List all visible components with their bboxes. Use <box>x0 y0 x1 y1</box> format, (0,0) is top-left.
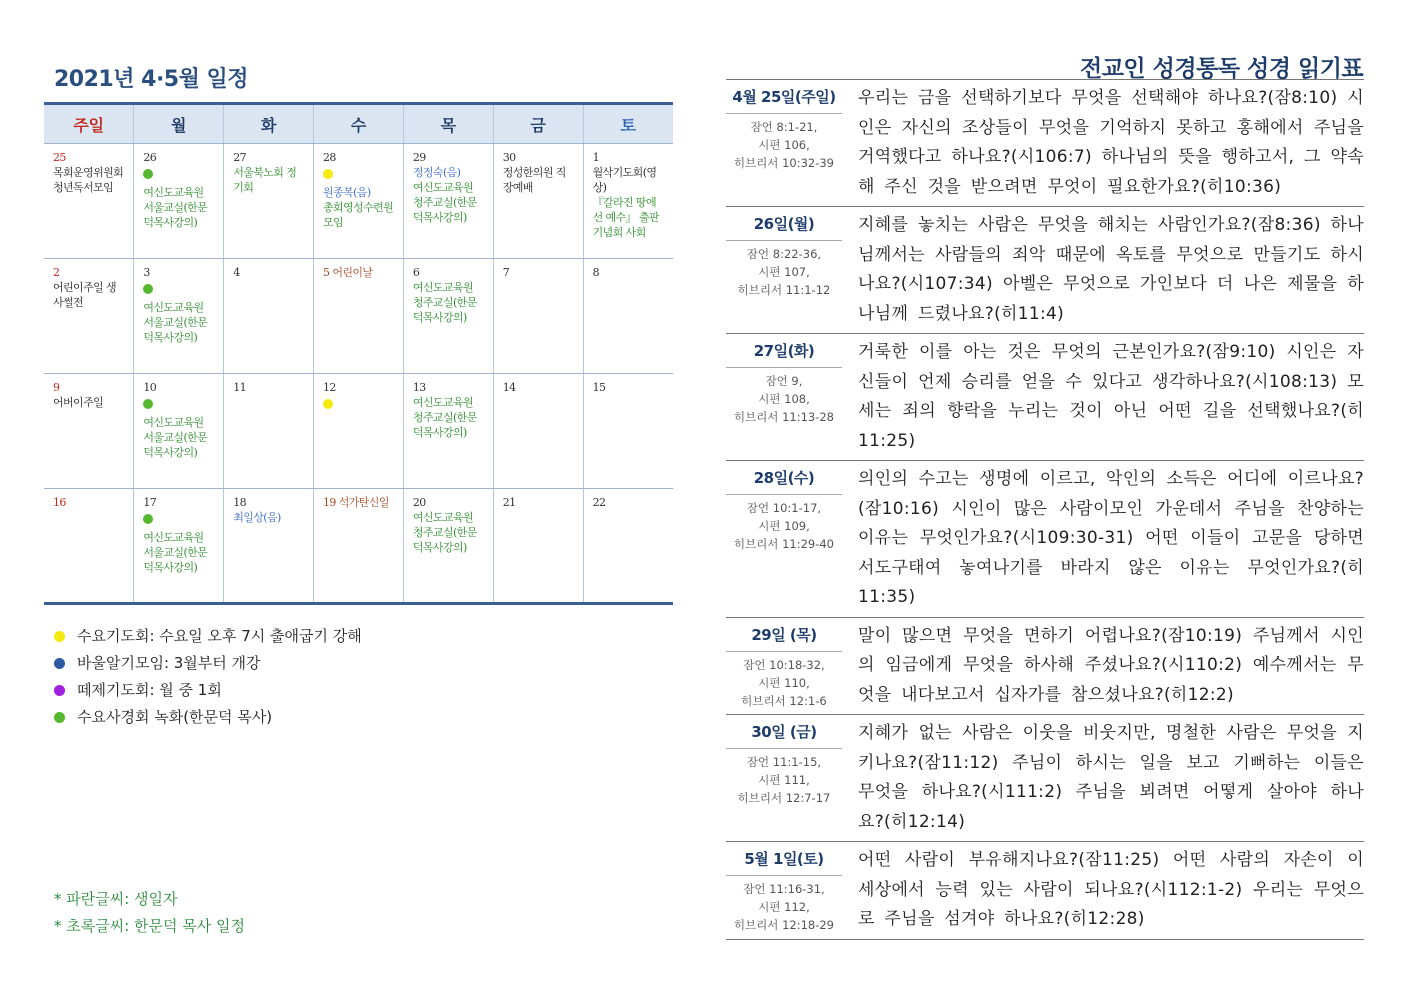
reading-refs <box>726 652 842 710</box>
reading-row <box>726 207 1364 334</box>
calendar-day-cell <box>224 489 314 604</box>
calendar-week-row <box>44 489 673 604</box>
calendar-day-cell <box>44 144 134 259</box>
calendar-day-cell <box>44 374 134 489</box>
legend-dot-icon <box>54 631 65 642</box>
day-note: 여신도교육원 청주교실(한문덕목사강의) <box>412 511 477 554</box>
calendar-day-cell <box>583 489 673 604</box>
calendar-day-cell <box>493 259 583 374</box>
calendar-day-cell <box>134 489 224 604</box>
reading-ref: 잠언 8:22-36, <box>746 247 822 261</box>
day-number: 29 <box>412 151 426 164</box>
calendar-day-cell <box>403 259 493 374</box>
reading-day: 28일(수) <box>726 461 842 495</box>
calendar-day-cell <box>314 489 404 604</box>
calendar-week-row <box>44 374 673 489</box>
day-note: 정성한의원 직장예배 <box>502 166 566 194</box>
day-note: 목회운영위원회 청년독서모임 <box>53 166 124 194</box>
calendar-day-cell <box>224 144 314 259</box>
header-wed: 수 <box>314 104 404 144</box>
day-number: 27 <box>233 151 246 164</box>
day-number: 22 <box>592 496 606 509</box>
day-number: 17 <box>143 496 157 509</box>
reading-row <box>726 842 1364 940</box>
reading-date-cell <box>726 715 844 841</box>
day-number: 21 <box>502 496 516 509</box>
day-number: 1 <box>592 151 599 164</box>
legend-item <box>54 704 362 731</box>
calendar-day-cell <box>583 374 673 489</box>
calendar-day-cell <box>403 374 493 489</box>
day-note: 서울북노회 정기회 <box>233 166 297 194</box>
header-sun: 주일 <box>44 104 134 144</box>
reading-row <box>726 80 1364 207</box>
reading-day: 27일(화) <box>726 334 842 368</box>
header-mon: 월 <box>134 104 224 144</box>
reading-date-cell <box>726 461 844 617</box>
day-number: 20 <box>412 496 426 509</box>
reading-refs <box>726 114 842 172</box>
reading-row <box>726 461 1364 618</box>
green-dot-icon <box>143 399 153 409</box>
reading-ref: 시편 111, <box>758 773 810 787</box>
legend-dot-icon <box>54 685 65 696</box>
day-note: 여신도교육원 서울교실(한문덕목사강의) <box>143 416 208 459</box>
header-tue: 화 <box>224 104 314 144</box>
calendar-day-cell <box>493 489 583 604</box>
reading-ref: 시편 108, <box>758 392 810 406</box>
reading-questions: 어떤 사람이 부유해지나요?(잠11:25) 어떤 사람의 자손이 이 세상에서 능력 있는 사람이 되나요?(시112:1-2) 우리는 무엇으로 주님을 섬겨야 하나요?(히12:28) <box>858 850 1364 929</box>
reading-row <box>726 618 1364 716</box>
reading-date-cell <box>726 618 844 715</box>
reading-refs <box>726 368 842 426</box>
day-note: 여신도교육원 서울교실(한문덕목사강의) <box>143 186 208 229</box>
day-number: 10 <box>143 381 157 394</box>
reading-ref: 히브리서 11:13-28 <box>733 410 834 424</box>
calendar-day-cell <box>493 144 583 259</box>
reading-day: 29일 (목) <box>726 618 842 652</box>
reading-ref: 잠언 11:16-31, <box>743 882 825 896</box>
header-fri: 금 <box>493 104 583 144</box>
header-thu: 목 <box>403 104 493 144</box>
calendar-day-cell <box>44 259 134 374</box>
day-note: 총회영성수련원모임 <box>323 201 394 229</box>
green-dot-icon <box>143 514 153 524</box>
reading-day: 5월 1일(토) <box>726 842 842 876</box>
day-note: 여신도교육원 청주교실(한문덕목사강의) <box>412 181 477 224</box>
reading-ref: 히브리서 11:1-12 <box>737 283 831 297</box>
day-number: 15 <box>592 381 606 394</box>
day-number: 13 <box>412 381 426 394</box>
day-number: 2 <box>53 266 60 279</box>
reading-ref: 시편 109, <box>758 519 810 533</box>
legend <box>54 623 362 731</box>
day-note: 여신도교육원 청주교실(한문덕목사강의) <box>412 281 477 324</box>
reading-day: 4월 25일(주일) <box>726 80 842 114</box>
calendar-day-cell <box>44 489 134 604</box>
day-number: 3 <box>143 266 150 279</box>
legend-label: 수요사경회 녹화(한문덕 목사) <box>77 708 273 726</box>
reading-row <box>726 715 1364 842</box>
reading-questions: 지혜가 없는 사람은 이웃을 비웃지만, 명철한 사람은 무엇을 지키나요?(잠11:12) 주님이 하시는 일을 보고 기뻐하는 이들은 무엇을 하나요?(시111:2) 주님을 뵈려면 어떻게 살아야 하나요?(히12:14) <box>858 723 1364 832</box>
legend-item <box>54 623 362 650</box>
day-number: 26 <box>143 151 157 164</box>
calendar-body <box>44 144 673 604</box>
reading-day: 26일(월) <box>726 207 842 241</box>
reading-ref: 시편 110, <box>758 675 810 690</box>
legend-dot-icon <box>54 658 65 669</box>
reading-ref: 히브리서 12:18-29 <box>733 918 834 932</box>
yellow-dot-icon <box>323 399 333 409</box>
reading-ref: 히브리서 10:32-39 <box>733 156 834 170</box>
reading-questions: 우리는 금을 선택하기보다 무엇을 선택해야 하나요?(잠8:10) 시인은 자신의 조상들이 무엇을 기억하지 못하고 홍해에서 주님을 거역했다고 하나요?(시106:7) 하나님의 뜻을 행하고서, 그 약속해 주신 것을 받으려면 무엇이 필요한가요?(히10:36) <box>858 88 1364 197</box>
footnotes <box>54 886 245 940</box>
reading-ref: 히브리서 12:7-17 <box>737 791 831 805</box>
calendar-table <box>44 102 673 605</box>
reading-ref: 잠언 10:1-17, <box>746 501 822 515</box>
calendar-day-cell <box>583 259 673 374</box>
calendar-day-cell <box>224 259 314 374</box>
reading-refs <box>726 749 842 807</box>
calendar-day-cell <box>314 259 404 374</box>
day-number: 28 <box>323 151 336 164</box>
reading-ref: 히브리서 11:29-40 <box>733 537 834 551</box>
reading-title: 전교인 성경통독 성경 읽기표 <box>1080 56 1364 82</box>
day-number: 4 <box>233 266 240 279</box>
day-note: 월삭기도회(영상) <box>592 166 657 194</box>
reading-refs <box>726 241 842 299</box>
day-number: 9 <box>53 381 60 394</box>
reading-questions: 의인의 수고는 생명에 이르고, 악인의 소득은 어디에 이르나요?(잠10:16) 시인이 많은 사람이모인 가운데서 주님을 찬양하는 이유는 무엇인가요?(시109:30-31) 어떤 이들이 고문을 당하면서도구태여 놓여나기를 바라지 않은 이유는 무엇인가요?(히11:35) <box>858 469 1364 607</box>
calendar-day-cell <box>493 374 583 489</box>
calendar-day-cell <box>134 374 224 489</box>
calendar-day-cell <box>403 489 493 604</box>
calendar-header-row <box>44 104 673 144</box>
calendar-week-row <box>44 144 673 259</box>
calendar-day-cell <box>134 144 224 259</box>
calendar-day-cell <box>134 259 224 374</box>
reading-questions: 지혜를 놓치는 사람은 무엇을 해치는 사람인가요?(잠8:36) 하나님께서는 사람들의 죄악 때문에 옥토를 무엇으로 만들기도 하시나요?(시107:34) 아벨은 무엇으로 가인보다 더 나은 제물을 하나님께 드렸나요?(히11:4) <box>858 215 1364 324</box>
day-number: 8 <box>592 266 599 279</box>
reading-table <box>726 79 1364 940</box>
day-note: 여신도교육원 서울교실(한문덕목사강의) <box>143 531 208 574</box>
yellow-dot-icon <box>323 169 333 179</box>
calendar-day-cell <box>403 144 493 259</box>
reading-refs <box>726 876 842 934</box>
day-number: 7 <box>502 266 510 279</box>
footnote-green: * 초록글씨: 한문덕 목사 일정 <box>54 917 246 935</box>
legend-label: 바울알기모임: 3월부터 개강 <box>77 654 261 672</box>
legend-item <box>54 650 362 677</box>
day-number: 14 <box>502 381 516 394</box>
calendar-day-cell <box>314 374 404 489</box>
day-note: 원종복(음) <box>323 186 371 199</box>
reading-date-cell <box>726 80 844 206</box>
day-note: 최일상(음) <box>233 511 281 524</box>
reading-row <box>726 334 1364 461</box>
reading-questions: 거룩한 이를 아는 것은 무엇의 근본인가요?(잠9:10) 시인은 자신들이 언제 승리를 얻을 수 있다고 생각하나요?(시108:13) 모세는 죄의 향락을 누리는 것이 아닌 어떤 길을 선택했나요?(히11:25) <box>858 342 1364 451</box>
day-number: 25 <box>53 151 66 164</box>
reading-ref: 히브리서 12:1-6 <box>741 693 827 708</box>
day-note: 어린이주일 생사썰전 <box>53 281 117 309</box>
reading-refs <box>726 495 842 553</box>
reading-ref: 잠언 9, <box>765 374 803 388</box>
day-note: 정정숙(음) <box>412 166 461 179</box>
day-number: 30 <box>502 151 516 164</box>
reading-day: 30일 (금) <box>726 715 842 749</box>
calendar-day-cell <box>314 144 404 259</box>
day-note: 『갈라진 땅에 선 예수』 출판 기념회 사회 <box>592 196 659 239</box>
day-number: 12 <box>323 381 336 394</box>
calendar-day-cell <box>583 144 673 259</box>
reading-date-cell <box>726 842 844 939</box>
day-number: 5 어린이날 <box>323 266 373 279</box>
day-number: 11 <box>233 381 246 394</box>
footnote-blue: * 파란글씨: 생일자 <box>54 890 178 908</box>
legend-item <box>54 677 362 704</box>
day-number: 19 석가탄신일 <box>323 496 389 509</box>
green-dot-icon <box>143 169 153 179</box>
reading-ref: 시편 106, <box>758 138 810 152</box>
legend-label: 떼제기도회: 월 중 1회 <box>77 681 222 699</box>
reading-ref: 잠언 10:18-32, <box>743 657 825 672</box>
day-note: 어버이주일 <box>53 396 104 409</box>
reading-ref: 잠언 11:1-15, <box>746 755 822 769</box>
calendar-week-row <box>44 259 673 374</box>
day-note: 여신도교육원 청주교실(한문덕목사강의) <box>412 396 477 439</box>
green-dot-icon <box>143 284 153 294</box>
reading-ref: 시편 107, <box>758 265 810 279</box>
day-number: 6 <box>412 266 420 279</box>
day-number: 18 <box>233 496 246 509</box>
reading-ref: 시편 112, <box>758 900 810 914</box>
reading-questions: 말이 많으면 무엇을 면하기 어렵나요?(잠10:19) 주님께서 시인의 임금에게 무엇을 하사해 주셨나요?(시110:2) 예수께서는 무엇을 내다보고서 십자가를 참으셨나요?(히12:2) <box>858 625 1364 705</box>
reading-ref: 잠언 8:1-21, <box>750 120 818 134</box>
reading-date-cell <box>726 334 844 460</box>
day-note: 여신도교육원 서울교실(한문덕목사강의) <box>143 301 208 344</box>
header-sat: 토 <box>583 104 673 144</box>
reading-date-cell <box>726 207 844 333</box>
day-number: 16 <box>53 496 66 509</box>
legend-label: 수요기도회: 수요일 오후 7시 출애굽기 강해 <box>77 627 362 645</box>
legend-dot-icon <box>54 712 65 723</box>
calendar-day-cell <box>224 374 314 489</box>
calendar-title: 2021년 4·5월 일정 <box>54 67 249 92</box>
